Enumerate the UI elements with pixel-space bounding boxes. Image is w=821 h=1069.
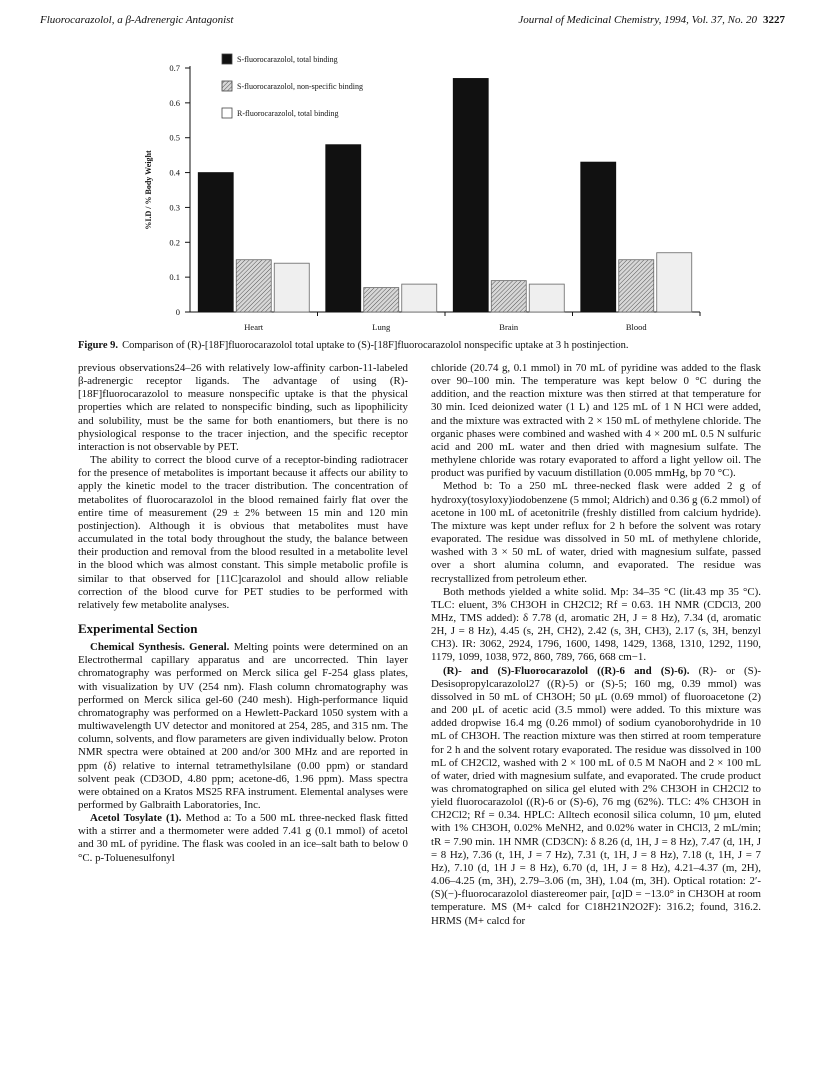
bar-heart-series-1 <box>198 173 233 312</box>
x-tick-label: Lung <box>372 322 391 332</box>
run-in-heading: Chemical Synthesis. General. <box>90 641 230 654</box>
paragraph: previous observations24–26 with relatively low-affinity carbon-11-labeled β-adrenergic receptor ligands. The advantage of using (R)-[18F]fluorocarazolol to measure nonspecific uptake is that the physical properties which are related to nonspecific binding, such as lipophilicity and solubility, must be the same for both enantiomers, but there is no physiological response to the tracer injection, and the specific receptor interaction is not observable by PET. <box>78 362 408 453</box>
bar-heart-series-2 <box>236 260 271 312</box>
bar-blood-series-3 <box>657 253 692 312</box>
paragraph <box>78 641 408 812</box>
y-tick-label: 0.4 <box>169 167 180 178</box>
page-number: 3227 <box>763 14 785 26</box>
paragraph-text: Method a: To a 500 mL three-necked flask fitted with a stirrer and a thermometer were added 7.41 g (0.1 mmol) of acetol and 30 mL of pyridine. The flask was cooled in an ice–salt bath to below 0 °C. p-Toluenesulfonyl <box>78 812 408 864</box>
journal-citation: Journal of Medicinal Chemistry, 1994, Vol. 37, No. 20 <box>518 14 757 26</box>
paragraph: Both methods yielded a white solid. Mp: 34–35 °C (lit.43 mp 35 °C). TLC: eluent, 3% CH3OH in CH2Cl2; Rf = 0.63. 1H NMR (CDCl3, 200 MHz, TMS added): δ 7.78 (d, aromatic 2H, J = 8 Hz), 7.34 (d, aromatic 2H, J = 8 Hz), 4.45 (s, 2H, CH2), 2.42 (s, 3H, CH3), 2.17 (s, 3H, benzyl CH3). IR: 3062, 2924, 1796, 1600, 1498, 1429, 1368, 1310, 1292, 1190, 1179, 1099, 1038, 972, 860, 789, 766, 668 cm−1. <box>431 585 761 664</box>
running-head-title: Fluorocarazolol, a β-Adrenergic Antagonist <box>40 14 234 26</box>
y-tick-label: 0.2 <box>169 237 180 248</box>
y-tick-label: 0.6 <box>169 97 180 108</box>
right-column <box>431 362 761 928</box>
legend-label-2: S-fluorocarazolol, non-specific binding <box>237 82 363 91</box>
running-head <box>40 14 785 32</box>
x-tick-label: Heart <box>244 322 264 332</box>
bar-brain-series-3 <box>529 284 564 312</box>
x-tick-label: Brain <box>499 322 519 332</box>
running-head-journal <box>518 14 785 26</box>
y-tick-label: 0.7 <box>169 63 180 73</box>
legend-swatch-1 <box>222 54 232 64</box>
paragraph <box>78 812 408 865</box>
y-tick-label: 0.1 <box>169 272 180 283</box>
bar-blood-series-1 <box>581 162 616 312</box>
bar-lung-series-1 <box>326 145 361 312</box>
paragraph: The ability to correct the blood curve of a receptor-binding radiotracer for the presence of metabolites is important because it affects our ability to apply the kinetic model to the tracer distribution. The concentration of metabolites of fluorocarazolol in the blood remained fairly flat over the entire time of measurement (29 ± 2% between 15 min and 120 min postinjection). Although it is obvious that metabolites must have accumulated in the total body throughout the study, the balance between their production and removal from the blood resulted in a metabolite level in the blood which was almost constant. This simple metabolic profile is similar to that observed for [11C]carazolol and should allow reliable correction of the blood curve for PET studies to be performed with relatively few metabolite analyses. <box>78 454 408 611</box>
x-tick-label: Blood <box>625 322 647 332</box>
paragraph <box>431 665 761 928</box>
legend-swatch-3 <box>222 108 232 118</box>
run-in-heading: (R)- and (S)-Fluorocarazolol ((R)-6 and (S)-6). <box>443 664 690 677</box>
figure-caption-text: Comparison of (R)-[18F]fluorocarazolol total uptake to (S)-[18F]fluorocarazolol nonspecific uptake at 3 h postinjection. <box>122 340 629 351</box>
paragraph: Method b: To a 250 mL three-necked flask were added 2 g of hydroxy(tosyloxy)iodobenzene (5 mmol; Aldrich) and 0.36 g (6.2 mmol) of acetone in 100 mL of acetonitrile (freshly distilled from calcium hydride). The mixture was kept under reflux for 2 h before the solvent was rotary evaporated. The residue was dissolved in 50 mL of methylene chloride, washed with 3 × 50 mL of water, dried with magnesium sulfate, passed over a short alumina column, and evaporated. The residue was recrystallized from petroleum ether. <box>431 480 761 585</box>
bar-brain-series-2 <box>491 281 526 312</box>
bar-lung-series-3 <box>402 284 437 312</box>
legend-swatch-2 <box>222 81 232 91</box>
bar-heart-series-3 <box>274 263 309 312</box>
y-tick-label: 0.3 <box>169 202 180 213</box>
paragraph-text: Melting points were determined on an Electrothermal capillary apparatus and are uncorrected. Thin layer chromatography was performed on Merck silica gel F-254 glass plates, with visualization by UV (254 nm). Flash column chromatography was performed on Merck silica gel-60 (240 mesh). High-performance liquid chromatography was performed on a Hewlett-Packard 1050 system with a multiwavelength UV detector and monitored at 254, 285, and 315 nm. The column, solvents, and flow parameters are given individually below. Proton NMR spectra were obtained at 200 and/or 300 MHz and are reported in ppm (δ) relative to internal tetramethylsilane (0.00 ppm) or standard solvent peak (CD3OD, 4.80 ppm; acetone-d6, 1.96 ppm). Mass spectra were obtained on a Kratos MS25 RFA instrument. Elemental analyses were performed by Galbraith Laboratories, Inc. <box>78 641 408 811</box>
y-tick-label: 0.5 <box>169 132 180 143</box>
bar-chart <box>0 38 821 338</box>
paragraph: chloride (20.74 g, 0.1 mmol) in 70 mL of pyridine was added to the flask over 90–100 min. The temperature was kept below 0 °C during the addition, and the reaction mixture was then stirred at that temperature for 30 min. Iced deionized water (1 L) and 125 mL of 1 N HCl were added, and the mixture was extracted with 2 × 150 mL of methylene chloride. The organic phases were combined and washed with 4 × 200 mL 0.5 N sulfuric acid and 200 mL water and then dried with magnesium sulfate. The methylene chloride was rotary evaporated to afford a light yellow oil. The product was purified by vacuum distillation (0.005 mmHg, bp 70 °C). <box>431 362 761 480</box>
y-axis-label: %I.D / % Body Weight <box>144 150 153 230</box>
paragraph-text: (R)- or (S)-Desisopropylcarazolol27 ((R)-5) or (S)-5; 160 mg, 0.39 mmol) was dissolved in 50 mL of CH3OH; 50 μL (0.69 mmol) of fluoroacetone (2) and 200 μL of acetic acid (3.5 mmol) were added. To this mixture was added dropwise 16.4 mg (0.26 mmol) of sodium cyanoborohydride in 10 mL of CH3OH. The reaction mixture was then stirred at room temperature for 2 h and the solvent rotary evaporated. The residue was dissolved in 100 mL of CH2Cl2, washed with 2 × 100 mL of 0.5 M NaOH and 2 × 100 mL of water, dried with magnesium sulfate, and evaporated. The crude product was chromatographed on silica gel eluted with 2% CH3OH in CH2Cl2 to yield fluorocarazolol ((R)-6 or (S)-6), 76 mg (62%). TLC: 4% CH3OH in CH2Cl2; Rf = 0.34. HPLC: Alltech econosil silica column, 10 μm, eluted with 1% CH3OH, 0.02% MeNH2, and 0.02% water in CHCl3, 2 mL/min; tR = 7.90 min. 1H NMR (CD3CN): δ 8.26 (d, 1H, J = 8 Hz), 7.47 (d, 1H, J = 8 Hz), 7.36 (t, 1H, J = 7 Hz), 7.31 (t, 1H, J = 8 Hz), 7.18 (t, 1H, J = 7 Hz), 7.10 (d, 1H J = 8 Hz), 6.70 (d, 1H, J = 8 Hz), 4.21–4.37 (m, 2H), 4.06–4.25 (m, 3H), 2.79–3.06 (m, 3H), 1.04 (m, 3H). Optical rotation: 2′-(S)(−)-fluorocarazolol diastereomer pair, [α]D = −13.0° in CH3OH at room temperature. MS (M+ calcd for C18H21N2O2F): 316.2; found, 316.2. HRMS (M+ calcd for <box>431 664 761 927</box>
plot-area <box>144 54 700 332</box>
bar-blood-series-2 <box>619 260 654 312</box>
bar-brain-series-1 <box>453 78 488 312</box>
bar-lung-series-2 <box>364 288 399 312</box>
legend-label-3: R-fluorocarazolol, total binding <box>237 109 339 118</box>
figure-caption <box>78 339 778 352</box>
legend-label-1: S-fluorocarazolol, total binding <box>237 55 338 64</box>
left-column <box>78 362 408 865</box>
run-in-heading: Acetol Tosylate (1). <box>90 812 182 825</box>
figure-caption-label: Figure 9. <box>78 340 119 351</box>
section-heading: Experimental Section <box>78 620 198 636</box>
y-tick-label: 0 <box>175 307 180 317</box>
